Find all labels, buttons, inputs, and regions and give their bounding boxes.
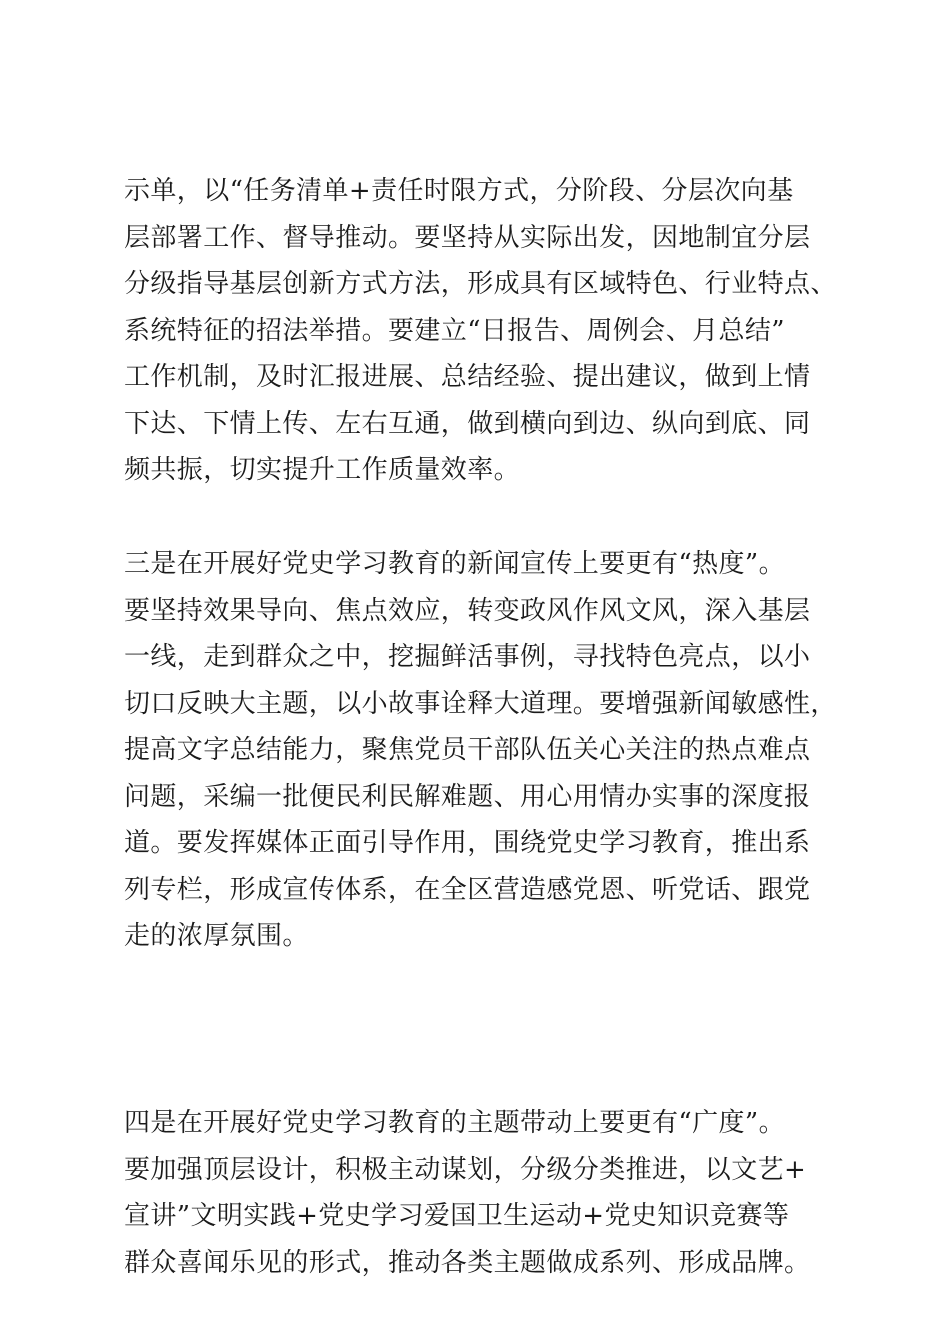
text-line: 三是在开展好党史学习教育的新闻宣传上要更有“热度”。 <box>124 549 785 579</box>
text-line: 下达、下情上传、左右互通，做到横向到边、纵向到底、同 <box>124 408 811 439</box>
text-line: 列专栏，形成宣传体系，在全区营造感党恩、听党话、跟党 <box>124 874 811 905</box>
text-line: 四是在开展好党史学习教育的主题带动上要更有“广度”。 <box>124 1108 785 1138</box>
text-line: 群众喜闻乐见的形式，推动各类主题做成系列、形成品牌。 <box>124 1247 811 1278</box>
paragraph-task-list <box>124 168 844 494</box>
text-line: 问题，采编一批便民利民解难题、用心用情办实事的深度报 <box>124 781 811 812</box>
text-line: 系统特征的招法举措。要建立“日报告、周例会、月总结” <box>124 315 785 346</box>
text-line: 道。要发挥媒体正面引导作用，围绕党史学习教育，推出系 <box>124 828 811 858</box>
text-line: 层部署工作、督导推动。要坚持从实际出发，因地制宜分层 <box>124 222 811 253</box>
text-line: 要坚持效果导向、焦点效应，转变政风作风文风，深入基层 <box>124 595 811 626</box>
text-line: 分级指导基层创新方式方法，形成具有区域特色、行业特点、 <box>124 269 837 299</box>
text-line: 提高文字总结能力，聚焦党员干部队伍关心关注的热点难点 <box>124 735 811 765</box>
text-line: 宣讲”文明实践+党史学习爱国卫生运动+党史知识竞赛等 <box>124 1201 790 1231</box>
paragraph-news-publicity <box>124 541 844 960</box>
paragraph-theme-driven <box>124 1100 844 1286</box>
text-line: 要加强顶层设计，积极主动谋划，分级分类推进，以文艺+ <box>124 1154 807 1185</box>
text-line: 工作机制，及时汇报进展、总结经验、提出建议，做到上情 <box>124 362 811 392</box>
text-line: 示单，以“任务清单+责任时限方式，分阶段、分层次向基 <box>124 176 794 206</box>
text-line: 一线，走到群众之中，挖掘鲜活事例，寻找特色亮点，以小 <box>124 642 811 672</box>
text-line: 走的浓厚氛围。 <box>124 921 309 951</box>
text-line: 切口反映大主题，以小故事诠释大道理。要增强新闻敏感性， <box>124 688 837 719</box>
text-line: 频共振，切实提升工作质量效率。 <box>124 455 521 485</box>
